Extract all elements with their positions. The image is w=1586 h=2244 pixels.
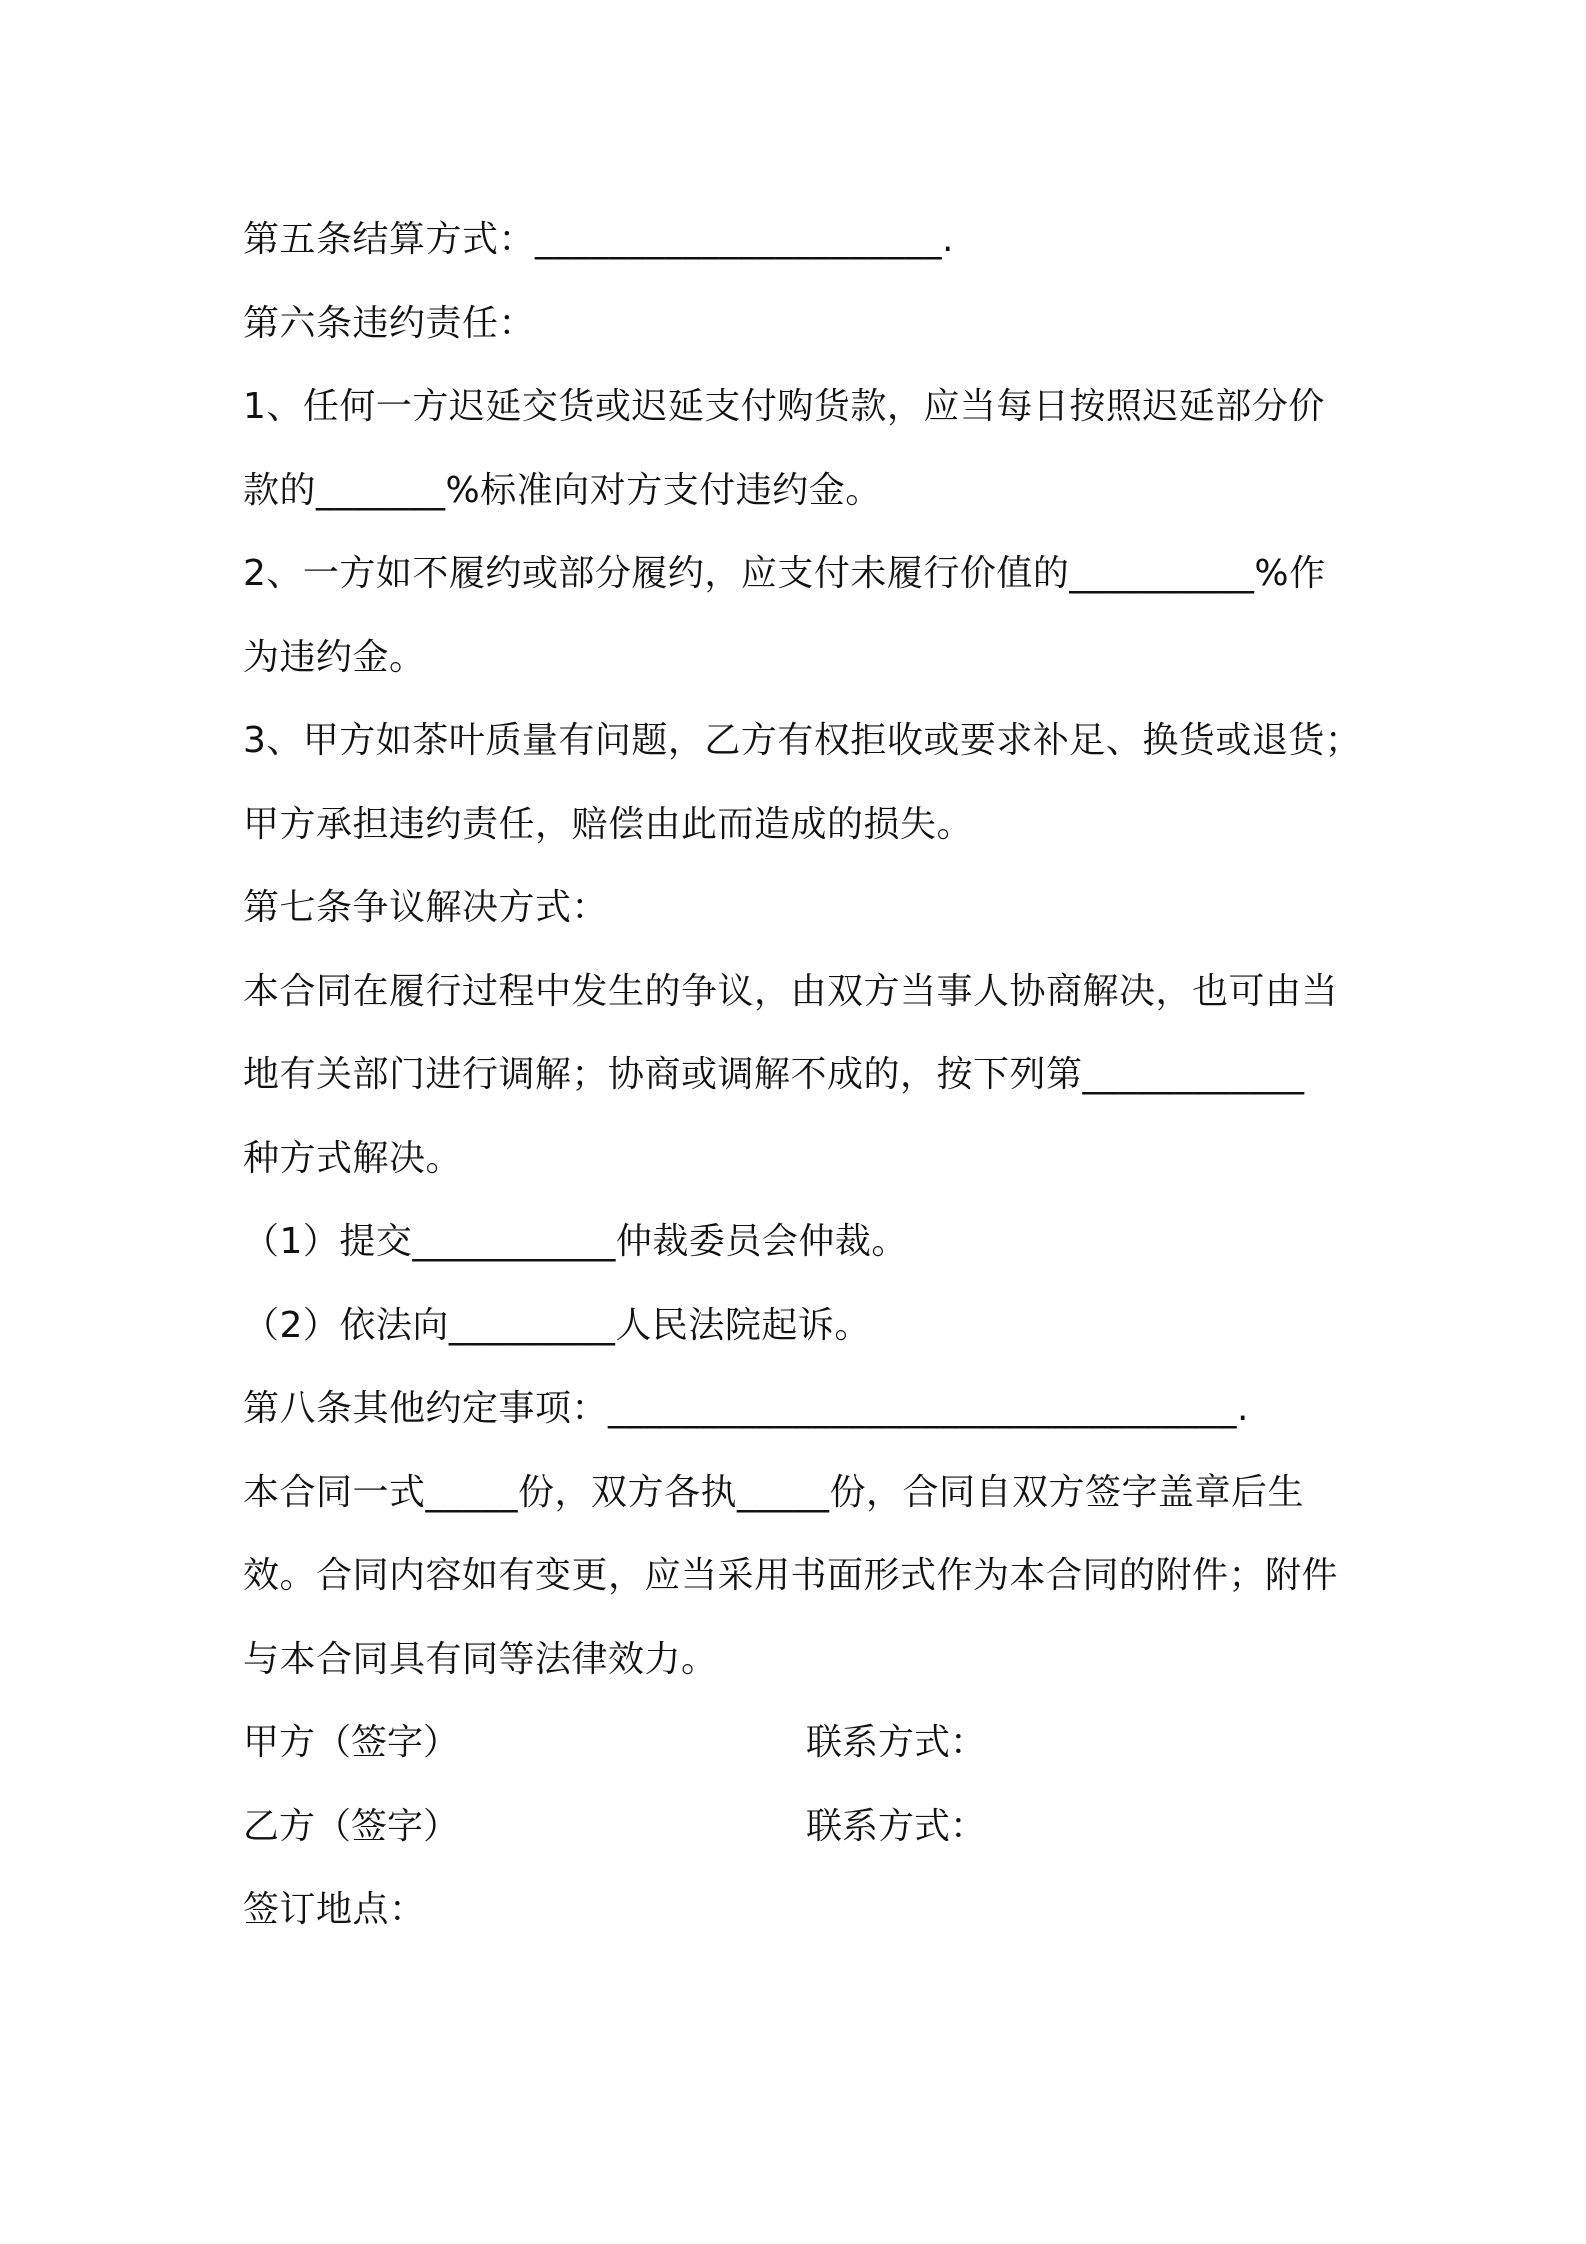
party-b-contact-label: 联系方式： [806,1805,987,1847]
clause-6-heading: 第六条违约责任： [243,302,536,344]
copies-line-2: 效。合同内容如有变更，应当采用书面形式作为本合同的附件；附件 [243,1555,1339,1596]
clause-6-item-3-line-1: 3、甲方如茶叶质量有问题，乙方有权拒收或要求补足、换货或退货； [243,720,1362,761]
clause-7-text-line-2: 地有关部门进行调解；协商或调解不成的，按下列第____________ [243,1054,1305,1095]
party-a-contact-label: 联系方式： [806,1722,987,1763]
clause-7-option-2: （2）依法向_________人民法院起诉。 [243,1304,871,1346]
clause-5-settlement: 第五条结算方式：______________________. [243,219,954,260]
clause-6-item-3-line-2: 甲方承担违约责任，赔偿由此而造成的损失。 [243,803,974,845]
clause-7-heading: 第七条争议解决方式： [243,887,609,928]
clause-7-option-1: （1）提交___________仲裁委员会仲裁。 [243,1221,908,1262]
party-a-signature-label: 甲方（签字） [243,1722,460,1763]
clause-7-text-line-1: 本合同在履行过程中发生的争议，由双方当事人协商解决，也可由当 [243,970,1339,1012]
party-b-signature-label: 乙方（签字） [243,1805,460,1847]
clause-6-item-1-line-2: 款的_______%标准向对方支付违约金。 [243,469,882,511]
clause-6-item-2-line-2: 为违约金。 [243,636,426,678]
copies-line-3: 与本合同具有同等法律效力。 [243,1638,718,1680]
clause-6-item-1-line-1: 1、任何一方迟延交货或迟延支付购货款，应当每日按照迟延部分价 [243,386,1325,427]
signature-row-party-b [243,1785,1363,1869]
clause-7-text-line-3: 种方式解决。 [243,1137,463,1179]
clause-8-other-matters: 第八条其他约定事项：__________________________________. [243,1388,1249,1429]
copies-line-1: 本合同一式_____份，双方各执_____份，合同自双方签字盖章后生 [243,1471,1305,1513]
signing-place-label: 签订地点： [243,1889,426,1930]
clause-6-item-2-line-1: 2、一方如不履约或部分履约，应支付未履行价值的__________%作 [243,553,1326,594]
signature-row-party-a [243,1701,1363,1785]
contract-body [243,198,1363,1952]
